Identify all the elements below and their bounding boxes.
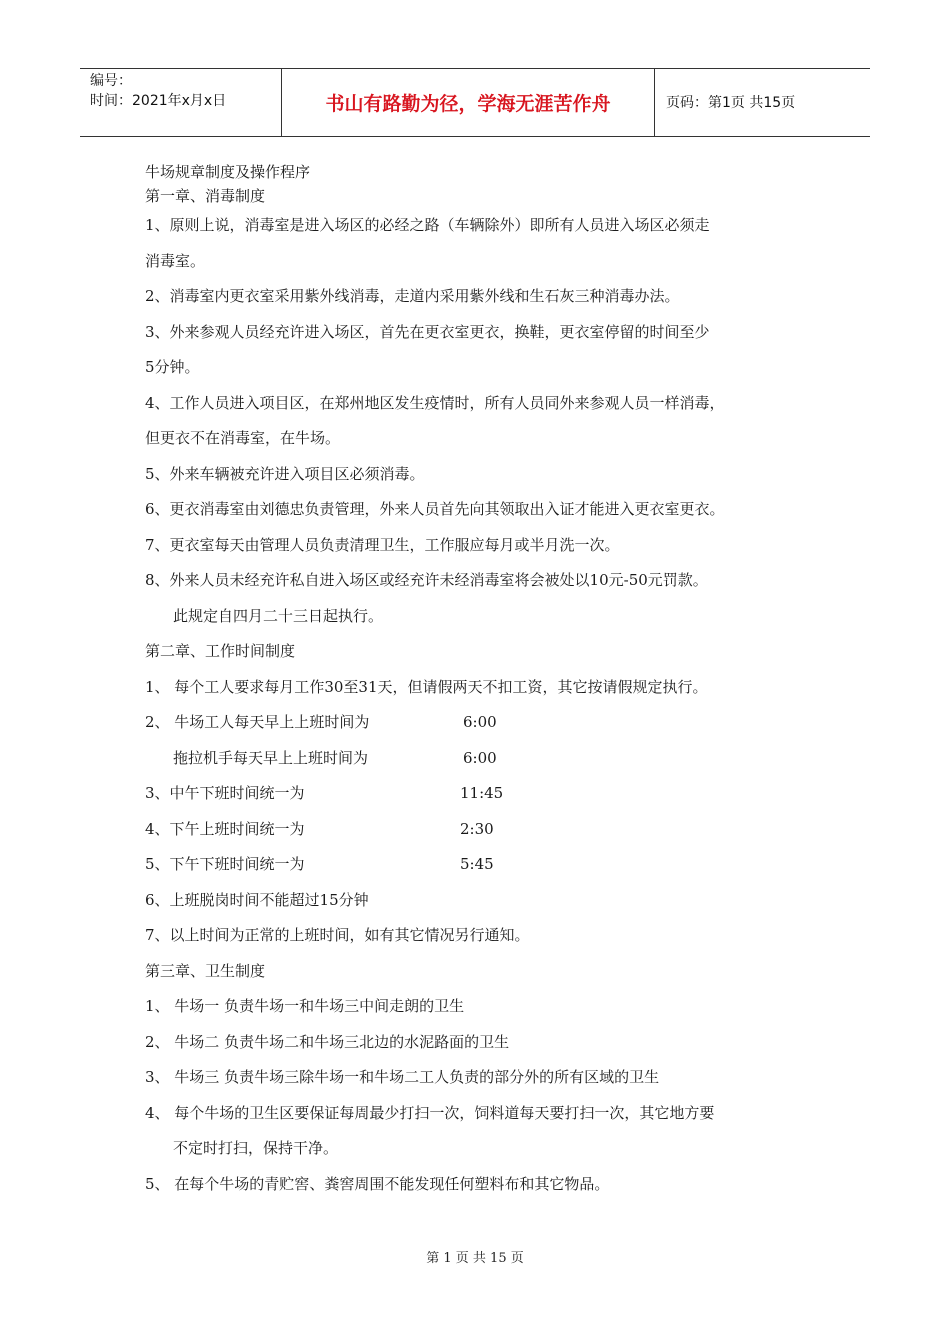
schedule-time: 2:30	[460, 819, 494, 838]
schedule-label: 2、 牛场工人每天早上上班时间为	[145, 713, 370, 731]
paragraph-line: 2、 牛场二 负责牛场二和牛场三北边的水泥路面的卫生	[145, 1032, 510, 1051]
header-page-info: 页码：第1页 共15页	[666, 95, 796, 111]
schedule-row	[145, 705, 835, 741]
paragraph-line: 7、更衣室每天由管理人员负责清理卫生，工作服应每月或半月洗一次。	[145, 535, 620, 554]
paragraph-line: 5、外来车辆被充许进入项目区必须消毒。	[145, 464, 425, 483]
chapter-title: 第三章、卫生制度	[145, 961, 266, 980]
paragraph-line: 8、外来人员未经充许私自进入场区或经充许未经消毒室将会被处以10元-50元罚款。	[145, 571, 708, 589]
paragraph-line: 6、上班脱岗时间不能超过15分钟	[145, 890, 369, 909]
schedule-row	[145, 847, 835, 883]
schedule-time: 6:00	[463, 713, 497, 731]
paragraph-line: 1、原则上说，消毒室是进入场区的必经之路（车辆除外）即所有人员进入场区必须走	[145, 216, 710, 234]
schedule-label: 4、下午上班时间统一为	[145, 819, 305, 838]
document-header	[80, 68, 870, 137]
paragraph-line: 4、 每个牛场的卫生区要保证每周最少打扫一次，饲料道每天要打扫一次，其它地方要	[145, 1103, 715, 1122]
schedule-row	[145, 812, 835, 848]
schedule-time: 5:45	[460, 855, 494, 873]
doc-title: 牛场规章制度及操作程序	[145, 163, 311, 181]
schedule-time: 11:45	[460, 784, 504, 802]
schedule-time: 6:00	[463, 748, 497, 767]
schedule-row	[145, 776, 835, 812]
paragraph-line: 5、 在每个牛场的青贮窖、粪窖周围不能发现任何塑料布和其它物品。	[145, 1174, 610, 1193]
number-label: 编号：	[90, 73, 132, 89]
chapter-title: 第二章、工作时间制度	[145, 642, 296, 660]
paragraph-line: 1、 每个工人要求每月工作30至31天，但请假两天不扣工资，其它按请假规定执行。	[145, 677, 708, 696]
paragraph-line: 5分钟。	[145, 358, 200, 376]
paragraph-line: 6、更衣消毒室由刘德忠负责管理，外来人员首先向其领取出入证才能进入更衣室更衣。	[145, 500, 725, 518]
schedule-label: 拖拉机手每天早上上班时间为	[173, 748, 369, 767]
paragraph-line: 3、 牛场三 负责牛场三除牛场一和牛场二工人负责的部分外的所有区域的卫生	[145, 1068, 660, 1086]
document-body	[145, 160, 835, 1202]
paragraph-line: 但更衣不在消毒室，在牛场。	[145, 429, 341, 447]
paragraph-line: 7、以上时间为正常的上班时间，如有其它情况另行通知。	[145, 926, 530, 944]
date-label: 时间：2021年x月x日	[90, 93, 227, 109]
header-divider	[654, 69, 655, 136]
header-meta	[90, 71, 280, 111]
page-footer: 第 1 页 共 15 页	[426, 1251, 524, 1266]
header-motto: 书山有路勤为径，学海无涯苦作舟	[325, 93, 611, 115]
paragraph-line: 不定时打扫，保持干净。	[173, 1139, 339, 1157]
schedule-label: 3、中午下班时间统一为	[145, 784, 305, 802]
paragraph-line: 3、外来参观人员经充许进入场区，首先在更衣室更衣，换鞋，更衣室停留的时间至少	[145, 322, 710, 341]
schedule-row	[145, 741, 835, 777]
paragraph-line: 2、消毒室内更衣室采用紫外线消毒，走道内采用紫外线和生石灰三种消毒办法。	[145, 287, 680, 305]
paragraph-line: 4、工作人员进入项目区，在郑州地区发生疫情时，所有人员同外来参观人员一样消毒，	[145, 393, 725, 412]
schedule-label: 5、下午下班时间统一为	[145, 855, 305, 873]
paragraph-line: 消毒室。	[145, 251, 206, 270]
chapter-title: 第一章、消毒制度	[145, 187, 266, 205]
paragraph-line: 1、 牛场一 负责牛场一和牛场三中间走朗的卫生	[145, 997, 465, 1015]
effective-note: 此规定自四月二十三日起执行。	[173, 606, 384, 625]
